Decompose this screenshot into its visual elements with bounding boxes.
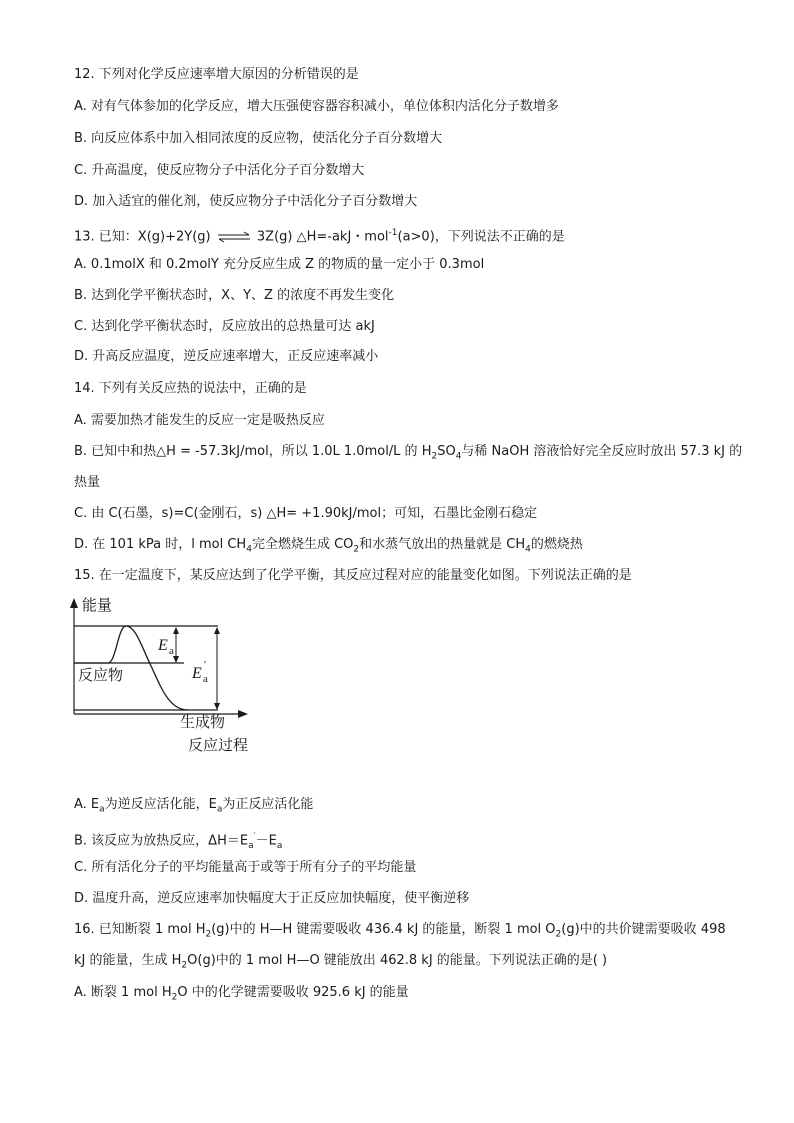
q15-b-sub1: a	[248, 840, 254, 851]
ea-prime-label: E	[192, 665, 202, 682]
q13-stem	[74, 224, 565, 246]
q13-stem-end: (a>0)，下列说法不正确的是	[397, 229, 565, 245]
ea-arrow-top-icon	[173, 627, 179, 634]
y-axis-label: 能量	[82, 596, 113, 614]
q14-d-sub3: 4	[525, 544, 531, 555]
q13-option-a: A. 0.1molX 和 0.2molY 充分反应生成 Z 的物质的量一定小于 0.3mol	[74, 257, 485, 272]
q16-s1-sub1: 2	[205, 929, 212, 940]
q15-b-part2: －E	[255, 833, 277, 849]
q15-b-sub2: a	[276, 840, 283, 851]
q12-option-b: B. 向反应体系中加入相同浓度的反应物，使活化分子百分数增大	[74, 131, 443, 146]
q13-stem-products: 3Z(g) △H=-akJ・mol	[256, 229, 389, 245]
q16-s2-part2: O(g)中的 1 mol H—O 键能放出 462.8 kJ 的能量。下列说法正确的是( )	[187, 953, 608, 968]
q16-s2-sub1: 2	[181, 960, 188, 971]
q16-s1-part1: 16. 已知断裂 1 mol H	[74, 922, 206, 937]
q16-stem-line1	[74, 921, 726, 944]
q12-option-a: A. 对有气体参加的化学反应，增大压强使容器容积减小，单位体积内活化分子数增多	[74, 99, 559, 114]
q14-b-sub1: 2	[431, 451, 438, 462]
q15-a-sub1: a	[99, 804, 105, 815]
q14-d-sub2: 2	[353, 544, 360, 555]
q14-d-part1: D. 在 101 kPa 时，l mol CH	[74, 537, 247, 552]
q16-a-sub1: 2	[171, 992, 178, 1003]
q16-option-a	[74, 984, 409, 1007]
q14-option-c: C. 由 C(石墨，s)=C(金刚石，s) △H= +1.90kJ/mol；可知，石墨比金刚石稳定	[74, 506, 538, 521]
q15-stem: 15. 在一定温度下，某反应达到了化学平衡，其反应过程对应的能量变化如图。下列说法正确的是	[74, 568, 632, 583]
product-label: 生成物	[180, 713, 226, 731]
q14-option-d	[74, 536, 583, 559]
q14-stem: 14. 下列有关反应热的说法中，正确的是	[74, 381, 307, 396]
energy-diagram	[66, 592, 266, 762]
q14-d-sub1: 4	[246, 544, 252, 555]
ea-prime-label-subscript: a	[203, 673, 208, 685]
q16-a-part1: A. 断裂 1 mol H	[74, 985, 172, 1000]
q16-s1-part2: (g)中的 H—H 键需要吸收 436.4 kJ 的能量，断裂 1 mol O	[211, 922, 556, 937]
q15-b-prime: ′	[253, 832, 256, 842]
q15-a-part1: A. E	[74, 797, 100, 812]
equilibrium-arrow-icon	[217, 231, 251, 243]
q16-s1-sub2: 2	[555, 929, 562, 940]
q13-option-d: D. 升高反应温度，逆反应速率增大，正反应速率减小	[74, 349, 379, 364]
y-axis-arrow-icon	[70, 598, 78, 608]
q15-b-part1: B. 该反应为放热反应，ΔH＝E	[74, 833, 249, 849]
ea-prime-label-prime: ′	[204, 659, 207, 671]
q13-option-b: B. 达到化学平衡状态时，X、Y、Z 的浓度不再发生变化	[74, 288, 395, 303]
q14-d-part4: 的燃烧热	[530, 537, 583, 552]
q14-d-part2: 完全燃烧生成 CO	[251, 537, 354, 552]
q16-s2-part1: kJ 的能量，生成 H	[74, 953, 182, 968]
ea-label: E	[158, 637, 168, 654]
q14-d-part3: 和水蒸气放出的热量就是 CH	[359, 537, 526, 552]
q14-b-part1: B. 已知中和热△H = -57.3kJ/mol，所以 1.0L 1.0mol/L 的 H	[74, 444, 432, 459]
ea-label-subscript: a	[169, 645, 174, 657]
x-axis-label: 反应过程	[188, 736, 249, 754]
q15-option-c: C. 所有活化分子的平均能量高于或等于所有分子的平均能量	[74, 860, 417, 875]
q15-a-part3: 为正反应活化能	[222, 797, 314, 812]
q14-b-sub2: 4	[455, 451, 462, 462]
q14-b-part2: SO	[437, 444, 456, 459]
q14-option-b	[74, 443, 742, 466]
q16-a-part2: O 中的化学键需要吸收 925.6 kJ 的能量	[177, 985, 409, 1000]
q16-s1-part3: (g)中的共价键需要吸收 498	[561, 922, 726, 937]
q14-option-b-continued: 热量	[74, 475, 101, 490]
reactant-label: 反应物	[78, 666, 124, 684]
q15-option-d: D. 温度升高，逆反应速率加快幅度大于正反应加快幅度，使平衡逆移	[74, 891, 470, 906]
q14-b-part3: 与稀 NaOH 溶液恰好完全反应时放出 57.3 kJ 的	[461, 444, 743, 459]
q15-a-part2: 为逆反应活化能，E	[104, 797, 217, 812]
ea-prime-arrow-bottom-icon	[214, 703, 220, 710]
q15-a-sub2: a	[216, 804, 223, 815]
q12-option-d: D. 加入适宜的催化剂，使反应物分子中活化分子百分数增大	[74, 194, 418, 209]
q13-stem-reactants: 13. 已知：X(g)+2Y(g)	[74, 229, 211, 245]
q15-option-b	[74, 828, 282, 855]
q12-option-c: C. 升高温度，使反应物分子中活化分子百分数增大	[74, 163, 365, 178]
q14-option-a: A. 需要加热才能发生的反应一定是吸热反应	[74, 413, 325, 428]
q15-option-a	[74, 796, 313, 819]
q13-stem-superscript: -1	[388, 228, 398, 238]
q13-option-c: C. 达到化学平衡状态时，反应放出的总热量可达 akJ	[74, 319, 375, 334]
q16-stem-line2	[74, 952, 607, 975]
ea-arrow-bottom-icon	[173, 656, 179, 663]
q12-stem: 12. 下列对化学反应速率增大原因的分析错误的是	[74, 67, 359, 82]
x-axis-arrow-icon	[238, 710, 248, 718]
ea-prime-arrow-top-icon	[214, 627, 220, 634]
